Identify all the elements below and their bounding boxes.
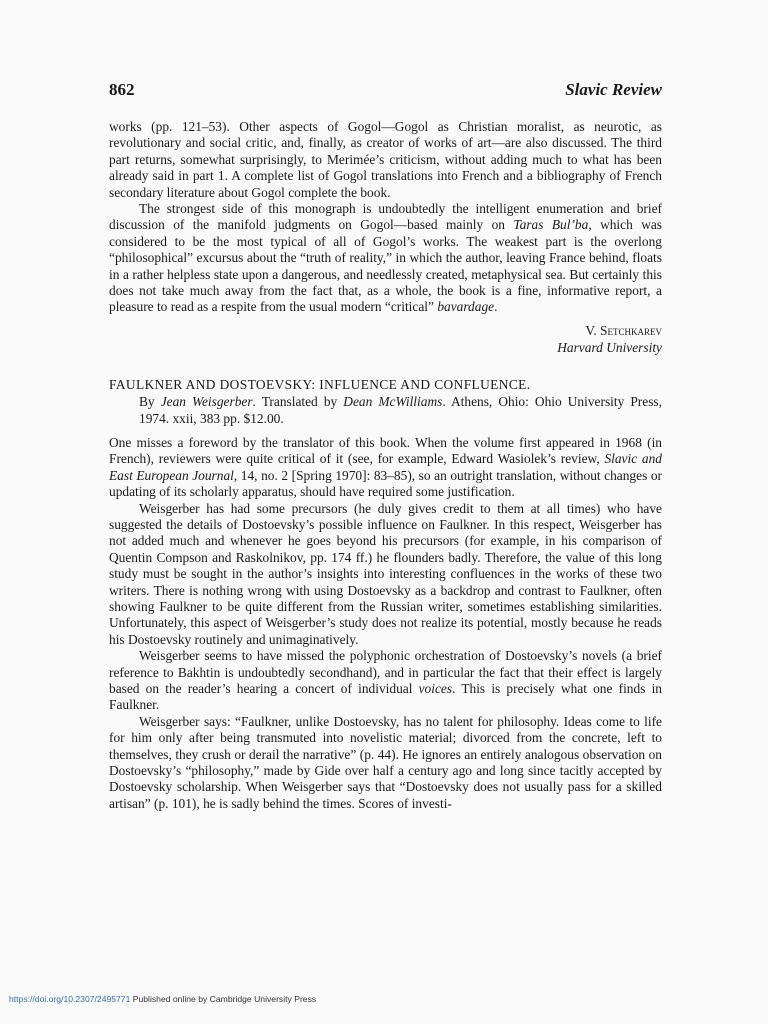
book-title-italic: Taras Bul’ba xyxy=(513,217,589,233)
reviewer-signature xyxy=(109,322,662,356)
running-head xyxy=(109,80,662,104)
journal-title: Slavic Review xyxy=(565,80,662,99)
review-book-title: FAULKNER AND DOSTOEVSKY: INFLUENCE AND CONFLUENCE. xyxy=(109,376,531,392)
review1-paragraph-2: The strongest side of this monograph is undoubtedly the intelligent enumeration and brief discussion of the manifold judgments on Gogol—based mainly on Taras Bul’ba, which was considered to be the most typical of all of Gogol’s works. The weakest part is the overlong “philosophical” excursus about the “truth of reality,” in which the author, leaving France behind, floats in a rather helpless state upon a dangerous, and needlessly created, metaphysical sea. But certainly this does not take much away from the fact that, as a whole, the book is a fine, informative report, a pleasure to read as a respite from the usual modern “critical” bavardage. xyxy=(109,201,663,315)
page-footer xyxy=(9,994,316,1004)
translator-name: Dean McWilliams xyxy=(343,393,443,409)
page-number: 862 xyxy=(109,80,135,99)
article-body xyxy=(109,119,662,812)
published-notice: Published online by Cambridge University Press xyxy=(130,994,317,1004)
review-publication-details: By Jean Weisgerber. Translated by Dean McWilliams. Athens, Ohio: Ohio University Press, 1974. xxii, 383 pp. $12.00. xyxy=(139,393,662,426)
review2-paragraph-3: Weisgerber seems to have missed the polyphonic orchestration of Dostoevsky’s novels (a brief reference to Bakhtin is undoubtedly secondhand), and in particular the fact that their effect is largely based on the reader’s hearing a concert of individual voices. This is precisely what one finds in Faulkner. xyxy=(109,648,662,713)
review2-paragraph-4: Weisgerber says: “Faulkner, unlike Dostoevsky, has no talent for philosophy. Ideas come to life for him only after being transmuted into novelistic material; divorced from the concrete, left to themselves, they crush or derail the narrative” (p. 44). He ignores an entirely analogous observation on Dostoevsky’s “philosophy,” made by Gide over half a century ago and long since tacitly accepted by Dostoevsky scholarship. When Weisgerber says that “Dostoevsky does not usually pass for a skilled artisan” (p. 101), he is sadly behind the times. Scores of investi- xyxy=(109,713,662,811)
author-name: Jean Weisgerber xyxy=(160,393,253,409)
journal-citation-italic: Slavic and East European Journal xyxy=(109,451,663,483)
reviewer-name: V. Setchkarev xyxy=(585,322,662,338)
bavardage-italic: bavardage xyxy=(437,299,495,315)
review2-paragraph-1: One misses a foreword by the translator of this book. When the volume first appeared in 1968 (in French), reviewers were quite critical of it (see, for example, Edward Wasiolek’s review, Slavic and East European Journal, 14, no. 2 [Spring 1970]: 83–85), so an outright translation, without changes or updating of its scholarly apparatus, should have required some justification. xyxy=(109,434,663,500)
review2-body xyxy=(109,435,662,812)
review1-paragraph-1: works (pp. 121–53). Other aspects of Gogol—Gogol as Christian moralist, as neurotic, as revolutionary and social critic, and, finally, as creator of works of art—are also discussed. The third part returns, somewhat surprisingly, to Merimée’s criticism, without adding much to what has been already said in part 1. A complete list of Gogol translations into French and a bibliography of French secondary literature about Gogol complete the book. xyxy=(109,119,662,200)
voices-italic: voices xyxy=(418,680,453,696)
reviewer-affiliation: Harvard University xyxy=(557,339,662,355)
review-heading xyxy=(109,376,662,427)
review2-paragraph-2: Weisgerber has had some precursors (he duly gives credit to them at all times) who have suggested the details of Dostoevsky’s possible influence on Faulkner. In this respect, Weisgerber has not added much and whenever he goes beyond his precursors (for example, in his comparison of Quentin Compson and Raskolnikov, pp. 174 ff.) he flounders badly. Therefore, the value of this long study must be sought in the author’s insights into interesting confluences in the works of these two writers. There is nothing wrong with using Dostoevsky as a backdrop and contrast to Faulkner, often showing Faulkner to be quite different from the Russian writer, sometimes establishing similarities. Unfortunately, this aspect of Weisgerber’s study does not realize its potential, mostly because he reads his Dostoevsky routinely and unimaginatively. xyxy=(109,500,662,647)
doi-link[interactable]: https://doi.org/10.2307/2495771 xyxy=(9,994,131,1004)
